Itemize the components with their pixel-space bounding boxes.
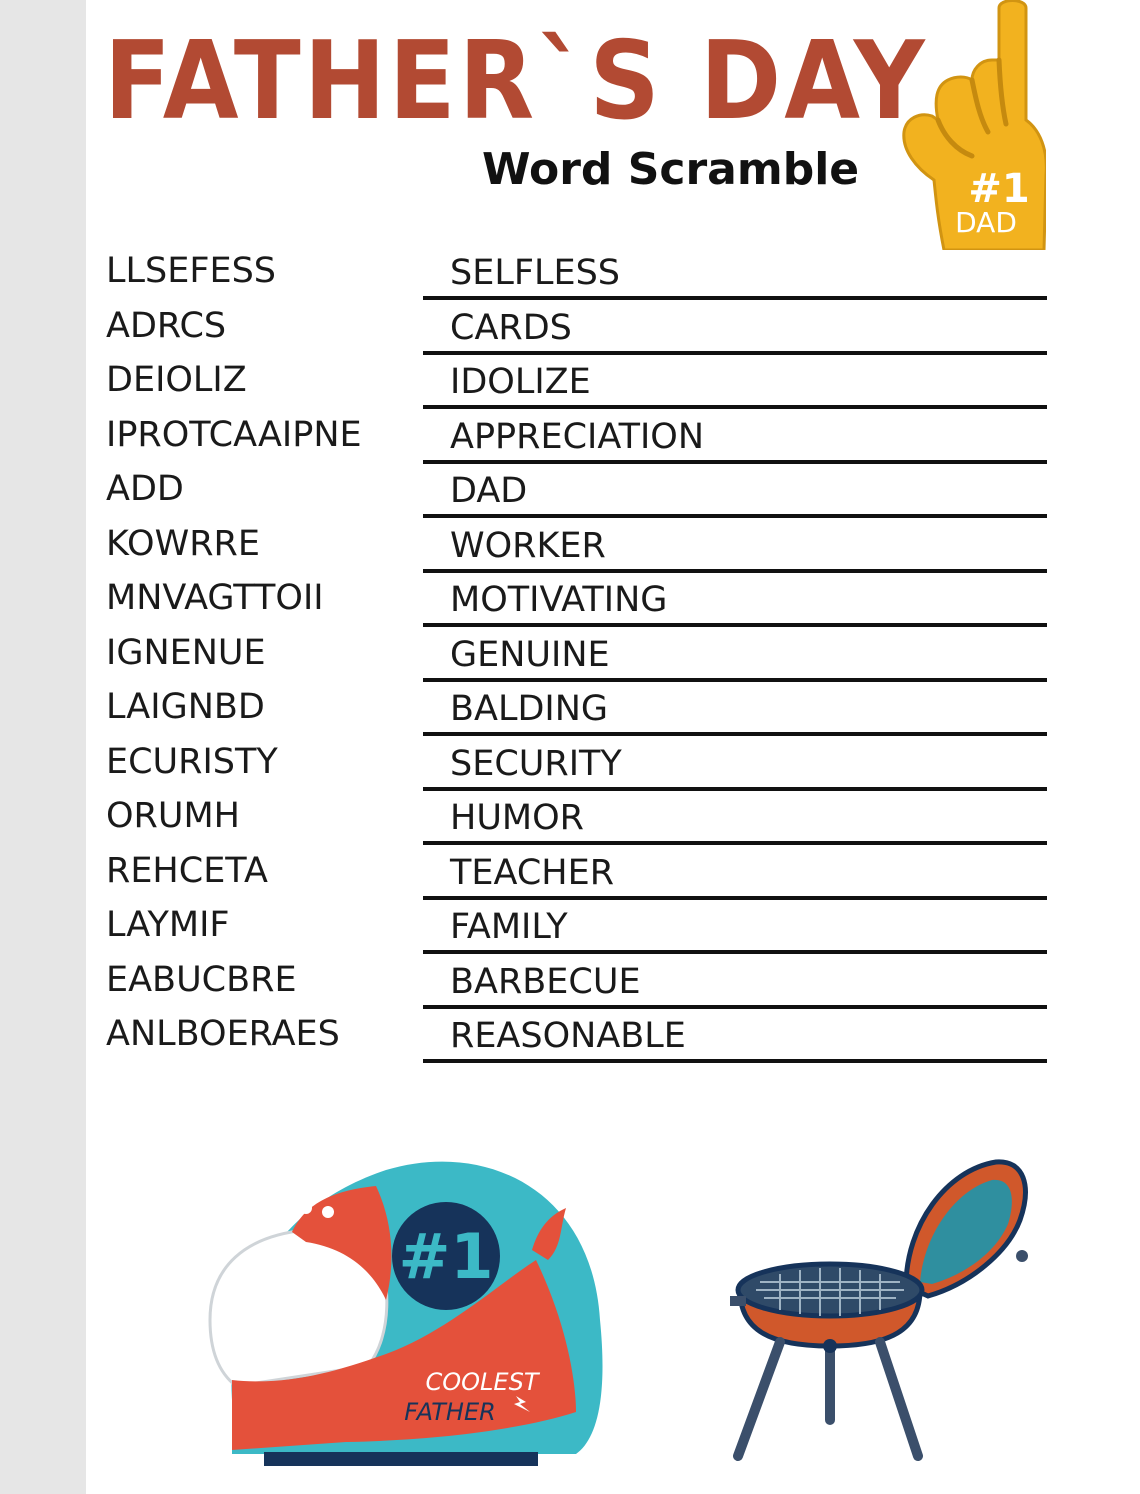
answer-word: HUMOR bbox=[450, 798, 585, 838]
answer-word: CARDS bbox=[450, 307, 572, 348]
answer-word: FAMILY bbox=[450, 907, 568, 947]
answer-word: SELFLESS bbox=[450, 253, 621, 293]
answer-line bbox=[423, 1005, 1047, 1009]
page-margin-strip bbox=[0, 0, 86, 1494]
scrambled-word: EABUCBRE bbox=[106, 959, 297, 1000]
scrambled-word: ECURISTY bbox=[106, 741, 278, 782]
badge-label: DAD bbox=[955, 206, 1017, 239]
answer-line bbox=[423, 787, 1047, 791]
answer-word: SECURITY bbox=[450, 743, 622, 784]
answer-line bbox=[423, 1059, 1047, 1063]
scrambled-word: DEIOLIZ bbox=[106, 360, 247, 400]
answer-line bbox=[423, 296, 1047, 300]
scrambled-word: ADD bbox=[106, 469, 184, 509]
scrambled-word: LAYMIF bbox=[106, 905, 230, 945]
answer-word: WORKER bbox=[450, 525, 606, 566]
helmet-text-line2: FATHER bbox=[404, 1398, 496, 1426]
scrambled-word: ORUMH bbox=[106, 796, 241, 836]
scrambled-word: IGNENUE bbox=[106, 632, 266, 673]
answer-word: APPRECIATION bbox=[450, 416, 705, 457]
scrambled-word: ADRCS bbox=[106, 305, 227, 346]
answer-line bbox=[423, 732, 1047, 736]
answer-word: MOTIVATING bbox=[450, 580, 668, 620]
answer-line bbox=[423, 351, 1047, 355]
page-subtitle: Word Scramble bbox=[482, 144, 860, 195]
helmet-text-line1: COOLEST bbox=[425, 1368, 539, 1396]
answer-word: BARBECUE bbox=[450, 961, 641, 1002]
answer-line bbox=[423, 460, 1047, 464]
scrambled-word: IPROTCAAIPNE bbox=[106, 414, 362, 455]
page-title: FATHER`S DAY bbox=[104, 19, 928, 145]
answer-word: IDOLIZE bbox=[450, 362, 591, 402]
answer-line bbox=[423, 569, 1047, 573]
barbecue-grill-icon bbox=[720, 1150, 1040, 1470]
answer-word: DAD bbox=[450, 471, 528, 511]
answer-line bbox=[423, 896, 1047, 900]
scrambled-word: LAIGNBD bbox=[106, 687, 265, 727]
answer-line bbox=[423, 678, 1047, 682]
answer-word: GENUINE bbox=[450, 634, 610, 675]
scrambled-word: LLSEFESS bbox=[106, 251, 277, 291]
helmet-badge-number: #1 bbox=[398, 1220, 494, 1293]
answer-line bbox=[423, 405, 1047, 409]
scrambled-word: ANLBOERAES bbox=[106, 1014, 340, 1054]
answer-line bbox=[423, 841, 1047, 845]
badge-number: #1 bbox=[968, 166, 1030, 212]
answer-line bbox=[423, 514, 1047, 518]
answer-line bbox=[423, 623, 1047, 627]
racing-helmet-icon bbox=[196, 1150, 616, 1470]
foam-finger-icon bbox=[896, 0, 1046, 250]
answer-word: TEACHER bbox=[450, 852, 615, 893]
scrambled-word: MNVAGTTOII bbox=[106, 578, 324, 618]
answer-word: REASONABLE bbox=[450, 1016, 686, 1056]
scrambled-word: REHCETA bbox=[106, 850, 268, 891]
scrambled-word: KOWRRE bbox=[106, 523, 260, 564]
answer-line bbox=[423, 950, 1047, 954]
answer-word: BALDING bbox=[450, 689, 609, 729]
